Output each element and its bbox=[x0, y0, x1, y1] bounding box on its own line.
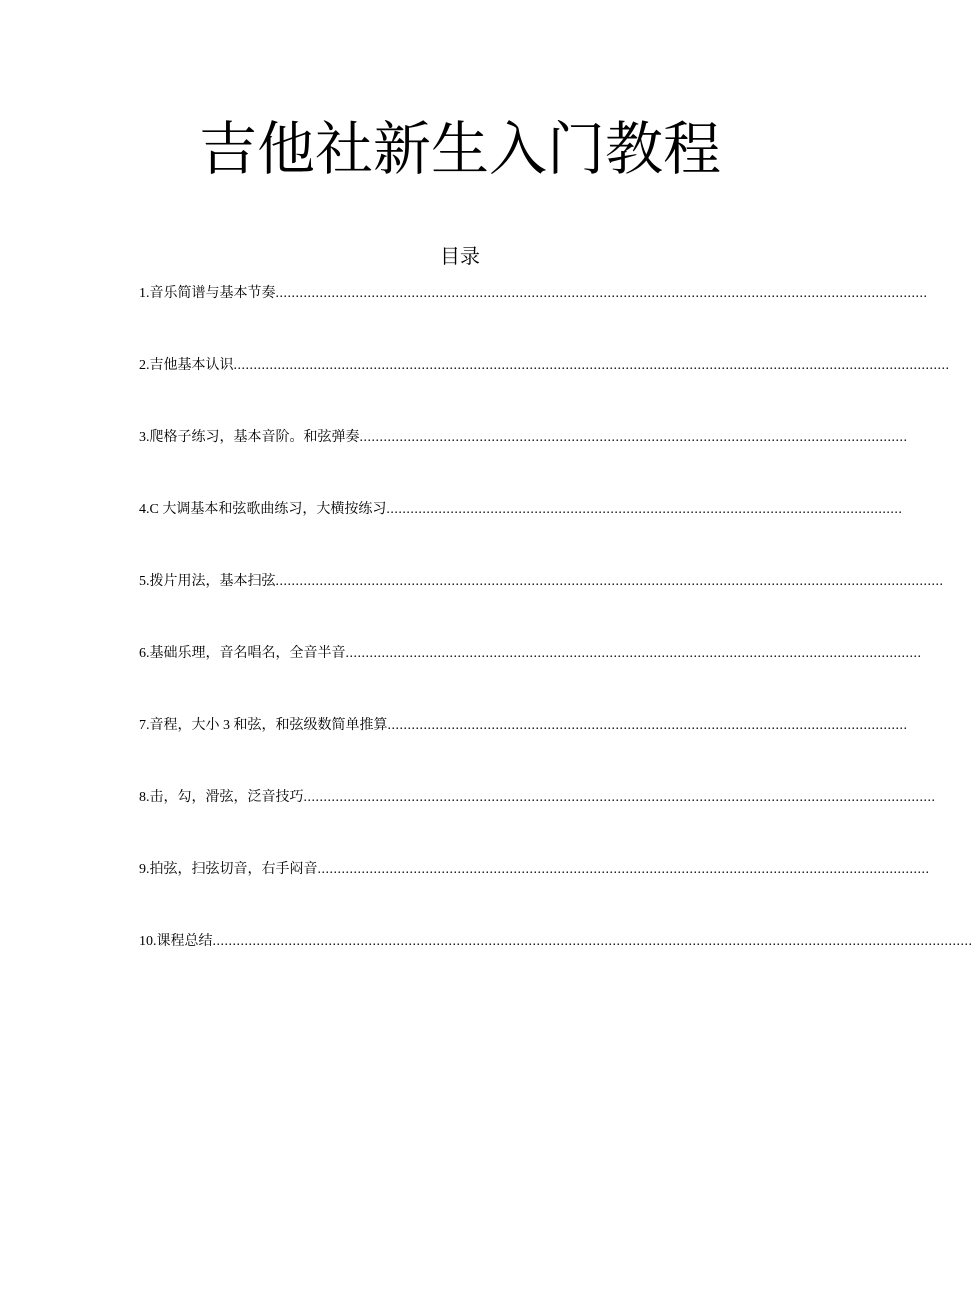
dot-leader: .............................................................................................................................................................................................. bbox=[212, 934, 973, 949]
toc-entry-title: 拍弦，扫弦切音，右手闷音 bbox=[149, 862, 318, 877]
toc-entry-title: 拨片用法，基本扫弦 bbox=[149, 574, 276, 589]
toc-entry-number: 5. bbox=[139, 574, 150, 589]
dot-leader: ....................................................................................................................................................................... bbox=[275, 574, 944, 589]
dot-leader: ................................................................................................................................................ bbox=[345, 646, 922, 661]
toc-entry-title: 音乐简谱与基本节奏 bbox=[149, 286, 276, 301]
toc-entry-3[interactable] bbox=[139, 427, 908, 499]
toc-entry-8[interactable] bbox=[139, 787, 936, 859]
toc-entry-number: 7. bbox=[139, 718, 150, 733]
toc-entry-title: C 大调基本和弦歌曲练习，大横按练习 bbox=[149, 502, 387, 517]
dot-leader: ................................................................................................................................................................... bbox=[275, 286, 928, 301]
toc-entry-10[interactable] bbox=[139, 931, 973, 1003]
toc-entry-9[interactable] bbox=[139, 859, 930, 931]
dot-leader: ................................................................................................................................................................................... bbox=[233, 358, 950, 373]
toc-entry-5[interactable] bbox=[139, 571, 944, 643]
toc-entry-number: 1. bbox=[139, 286, 150, 301]
toc-entry-6[interactable] bbox=[139, 643, 922, 715]
dot-leader: .............................................................................................................................................................. bbox=[303, 790, 936, 805]
toc-entry-title: 课程总结 bbox=[156, 934, 213, 949]
toc-entry-number: 8. bbox=[139, 790, 150, 805]
dot-leader: ......................................................................................................................................... bbox=[359, 430, 908, 445]
toc-entry-1[interactable] bbox=[139, 283, 928, 355]
dot-leader: .................................................................................................................................. bbox=[387, 718, 908, 733]
toc-entry-number: 2. bbox=[139, 358, 150, 373]
toc-heading: 目录 bbox=[440, 244, 480, 268]
page-title: 吉他社新生入门教程 bbox=[198, 115, 721, 183]
toc-entry-title: 吉他基本认识 bbox=[149, 358, 234, 373]
toc-entry-number: 9. bbox=[139, 862, 150, 877]
table-of-contents bbox=[139, 283, 973, 1003]
toc-entry-number: 3. bbox=[139, 430, 150, 445]
toc-entry-title: 基础乐理，音名唱名，全音半音 bbox=[149, 646, 346, 661]
toc-entry-title: 爬格子练习，基本音阶。和弦弹奏 bbox=[149, 430, 360, 445]
toc-entry-number: 6. bbox=[139, 646, 150, 661]
toc-entry-title: 音程，大小 3 和弦，和弦级数简单推算 bbox=[149, 718, 388, 733]
toc-entry-7[interactable] bbox=[139, 715, 908, 787]
dot-leader: ......................................................................................................................................................... bbox=[317, 862, 930, 877]
toc-entry-number: 10. bbox=[139, 934, 157, 949]
toc-entry-number: 4. bbox=[139, 502, 150, 517]
toc-entry-4[interactable] bbox=[139, 499, 903, 571]
dot-leader: ................................................................................................................................. bbox=[386, 502, 903, 517]
toc-entry-title: 击，勾，滑弦，泛音技巧 bbox=[149, 790, 304, 805]
toc-entry-2[interactable] bbox=[139, 355, 950, 427]
